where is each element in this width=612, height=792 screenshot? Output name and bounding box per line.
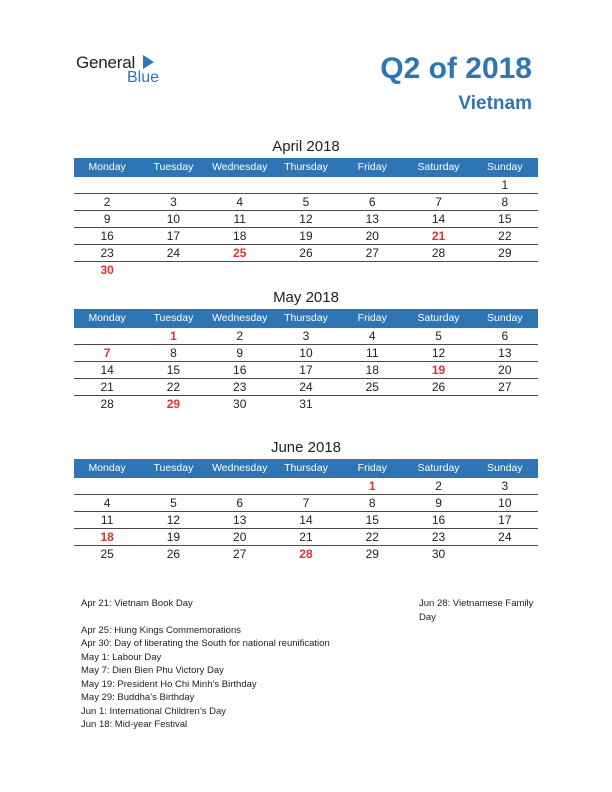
day-cell: 20 [498, 363, 512, 377]
day-cell: 4 [236, 195, 244, 209]
day-cell [74, 328, 140, 344]
holiday-day-cell: 30 [100, 263, 114, 277]
day-cell: 14 [100, 363, 114, 377]
day-cell: 4 [103, 496, 111, 510]
day-cell: 15 [498, 212, 512, 226]
day-cell [339, 262, 405, 279]
weekday-label: Thursday [284, 312, 328, 324]
day-cell: 7 [302, 496, 310, 510]
day-cell: 23 [233, 380, 247, 394]
weekday-label: Wednesday [212, 462, 268, 474]
day-cell: 6 [501, 329, 509, 343]
day-cell: 5 [435, 329, 442, 343]
week-row [74, 478, 538, 495]
day-cell: 7 [435, 195, 442, 209]
day-cell: 14 [299, 513, 313, 527]
logo-flag-icon [143, 55, 154, 69]
day-cell [140, 177, 206, 193]
week-row [74, 211, 538, 228]
weekday-header [74, 459, 538, 478]
day-cell [472, 262, 538, 279]
day-cell [140, 262, 206, 279]
day-cell: 12 [299, 212, 313, 226]
day-cell: 13 [498, 346, 512, 360]
day-cell [472, 546, 538, 563]
day-cell: 24 [166, 246, 181, 260]
notes-spacer [81, 611, 381, 624]
weekday-label: Sunday [487, 161, 523, 173]
day-cell: 28 [100, 397, 114, 411]
day-cell: 22 [498, 229, 512, 243]
day-cell: 30 [431, 547, 446, 561]
day-cell: 17 [299, 363, 313, 377]
day-cell: 20 [365, 229, 379, 243]
day-cell: 21 [100, 380, 114, 394]
week-row [74, 379, 538, 396]
day-cell: 11 [233, 212, 246, 226]
holiday-note: Apr 25: Hung Kings Commemorations [81, 624, 241, 636]
day-cell: 11 [366, 346, 379, 360]
weekday-label: Thursday [284, 462, 328, 474]
day-cell: 26 [431, 380, 446, 394]
day-cell: 27 [365, 246, 379, 260]
day-cell [207, 177, 273, 193]
holiday-day-cell: 7 [103, 346, 111, 360]
holiday-note: Jun 1: International Children’s Day [81, 705, 227, 717]
day-cell: 19 [299, 229, 313, 243]
day-cell: 23 [100, 246, 114, 260]
day-cell: 16 [233, 363, 247, 377]
holiday-note: Jun 18: Mid-year Festival [81, 719, 188, 730]
day-cell: 9 [103, 212, 111, 226]
day-cell: 23 [431, 530, 446, 544]
day-cell: 5 [170, 496, 177, 510]
day-cell: 22 [166, 380, 181, 394]
weekday-label: Saturday [417, 462, 460, 474]
holiday-day-cell: 18 [100, 530, 114, 544]
weekday-label: Wednesday [212, 312, 268, 324]
day-cell: 9 [435, 496, 442, 510]
weekday-label: Sunday [487, 462, 523, 474]
month-calendar [74, 287, 538, 413]
week-row [74, 495, 538, 512]
weekday-label: Tuesday [153, 462, 194, 474]
day-cell: 17 [166, 229, 181, 243]
weekday-label: Sunday [487, 312, 523, 324]
week-row [74, 345, 538, 362]
day-cell: 3 [501, 479, 509, 493]
day-cell: 27 [498, 380, 512, 394]
month-title: April 2018 [272, 138, 340, 155]
holiday-day-cell: 19 [431, 363, 446, 377]
day-cell [339, 177, 405, 193]
week-row [74, 328, 538, 345]
day-cell: 27 [233, 547, 247, 561]
day-cell: 26 [166, 547, 181, 561]
day-cell: 21 [299, 530, 313, 544]
day-cell: 14 [431, 212, 446, 226]
day-cell: 2 [435, 479, 442, 493]
week-row [74, 546, 538, 563]
general-blue-logo [76, 53, 186, 87]
week-row [74, 529, 538, 546]
day-cell: 17 [498, 513, 512, 527]
month-title: May 2018 [273, 289, 339, 306]
holiday-note: May 29: Buddha’s Birthday [81, 692, 195, 703]
day-cell: 3 [302, 329, 310, 343]
holiday-note: Apr 21: Vietnam Book Day [81, 598, 193, 609]
week-row [74, 228, 538, 245]
holiday-notes [81, 597, 381, 732]
week-row [74, 512, 538, 529]
holiday-day-cell: 29 [166, 397, 181, 411]
holiday-day-cell: 1 [368, 479, 376, 493]
holiday-note-right-line2: Day [419, 611, 436, 623]
day-cell: 18 [365, 363, 379, 377]
holiday-note: May 1: Labour Day [81, 651, 162, 663]
weekday-label: Tuesday [153, 161, 194, 173]
logo-blue-text: Blue [127, 69, 160, 86]
weekday-label: Monday [88, 161, 126, 173]
day-cell: 13 [365, 212, 379, 226]
day-cell: 6 [236, 496, 244, 510]
day-cell: 25 [100, 547, 114, 561]
day-cell [405, 396, 471, 413]
week-row [74, 362, 538, 379]
weekday-label: Wednesday [212, 161, 268, 173]
day-cell: 16 [431, 513, 446, 527]
day-cell: 4 [368, 329, 376, 343]
day-cell [207, 478, 273, 494]
weekday-header [74, 309, 538, 328]
day-cell: 8 [170, 346, 177, 360]
day-cell: 15 [166, 363, 181, 377]
holiday-note: Apr 30: Day of liberating the South for national reunification [81, 638, 330, 649]
day-cell: 9 [236, 346, 244, 360]
weekday-label: Monday [88, 462, 126, 474]
weekday-label: Friday [357, 161, 387, 173]
page-title: Q2 of 2018 [380, 52, 532, 85]
day-cell [207, 262, 273, 279]
holiday-day-cell: 21 [431, 229, 446, 243]
day-cell: 29 [498, 246, 512, 260]
day-cell [273, 177, 339, 193]
day-cell [339, 396, 405, 413]
day-cell: 16 [100, 229, 114, 243]
holiday-note-right-line1: Jun 28: Vietnamese Family [419, 598, 534, 609]
day-cell [405, 177, 471, 193]
day-cell [472, 396, 538, 413]
holiday-note: May 7: Dien Bien Phu Victory Day [81, 665, 224, 676]
day-cell: 6 [368, 195, 376, 209]
day-cell: 12 [431, 346, 446, 360]
weekday-label: Monday [88, 312, 126, 324]
day-cell: 24 [498, 530, 512, 544]
week-row [74, 262, 538, 279]
day-cell: 29 [365, 547, 379, 561]
weekday-label: Friday [357, 312, 387, 324]
day-cell [273, 478, 339, 494]
weekday-label: Tuesday [153, 312, 194, 324]
day-cell: 1 [501, 178, 509, 192]
day-cell: 24 [299, 380, 313, 394]
week-row [74, 177, 538, 194]
day-cell: 13 [233, 513, 247, 527]
day-cell: 10 [299, 346, 313, 360]
day-cell: 26 [299, 246, 313, 260]
week-row [74, 245, 538, 262]
day-cell: 30 [233, 397, 247, 411]
weekday-label: Saturday [417, 312, 460, 324]
holiday-day-cell: 28 [299, 547, 313, 561]
day-cell [273, 262, 339, 279]
weekday-label: Friday [357, 462, 387, 474]
day-cell [140, 478, 206, 494]
month-calendar [74, 136, 538, 279]
day-cell: 18 [233, 229, 247, 243]
logo-general-text: General [76, 53, 136, 72]
day-cell: 20 [233, 530, 247, 544]
day-cell: 10 [498, 496, 512, 510]
holiday-day-cell: 25 [233, 246, 247, 260]
holiday-day-cell: 1 [170, 329, 177, 343]
weekday-label: Thursday [284, 161, 328, 173]
weekday-label: Saturday [417, 161, 460, 173]
day-cell: 5 [302, 195, 310, 209]
day-cell: 15 [365, 513, 379, 527]
day-cell: 2 [103, 195, 111, 209]
week-row [74, 194, 538, 211]
holiday-notes-right [419, 597, 549, 624]
month-title: June 2018 [270, 439, 342, 456]
day-cell: 11 [100, 513, 114, 527]
month-calendar [74, 437, 538, 563]
day-cell [74, 478, 140, 494]
weekday-header [74, 158, 538, 177]
day-cell: 19 [166, 530, 181, 544]
holiday-notes-list [81, 624, 381, 732]
day-cell: 28 [431, 246, 446, 260]
day-cell [74, 177, 140, 193]
week-row [74, 396, 538, 413]
holiday-note: May 19: President Ho Chi Minh’s Birthday [81, 678, 257, 690]
day-cell: 25 [365, 380, 379, 394]
day-cell: 2 [236, 329, 244, 343]
day-cell: 31 [299, 397, 313, 411]
day-cell [405, 262, 471, 279]
day-cell: 10 [166, 212, 181, 226]
day-cell: 3 [170, 195, 177, 209]
day-cell: 22 [365, 530, 379, 544]
day-cell: 8 [501, 195, 509, 209]
day-cell: 8 [368, 496, 376, 510]
country-name: Vietnam [458, 93, 532, 114]
day-cell: 12 [166, 513, 181, 527]
